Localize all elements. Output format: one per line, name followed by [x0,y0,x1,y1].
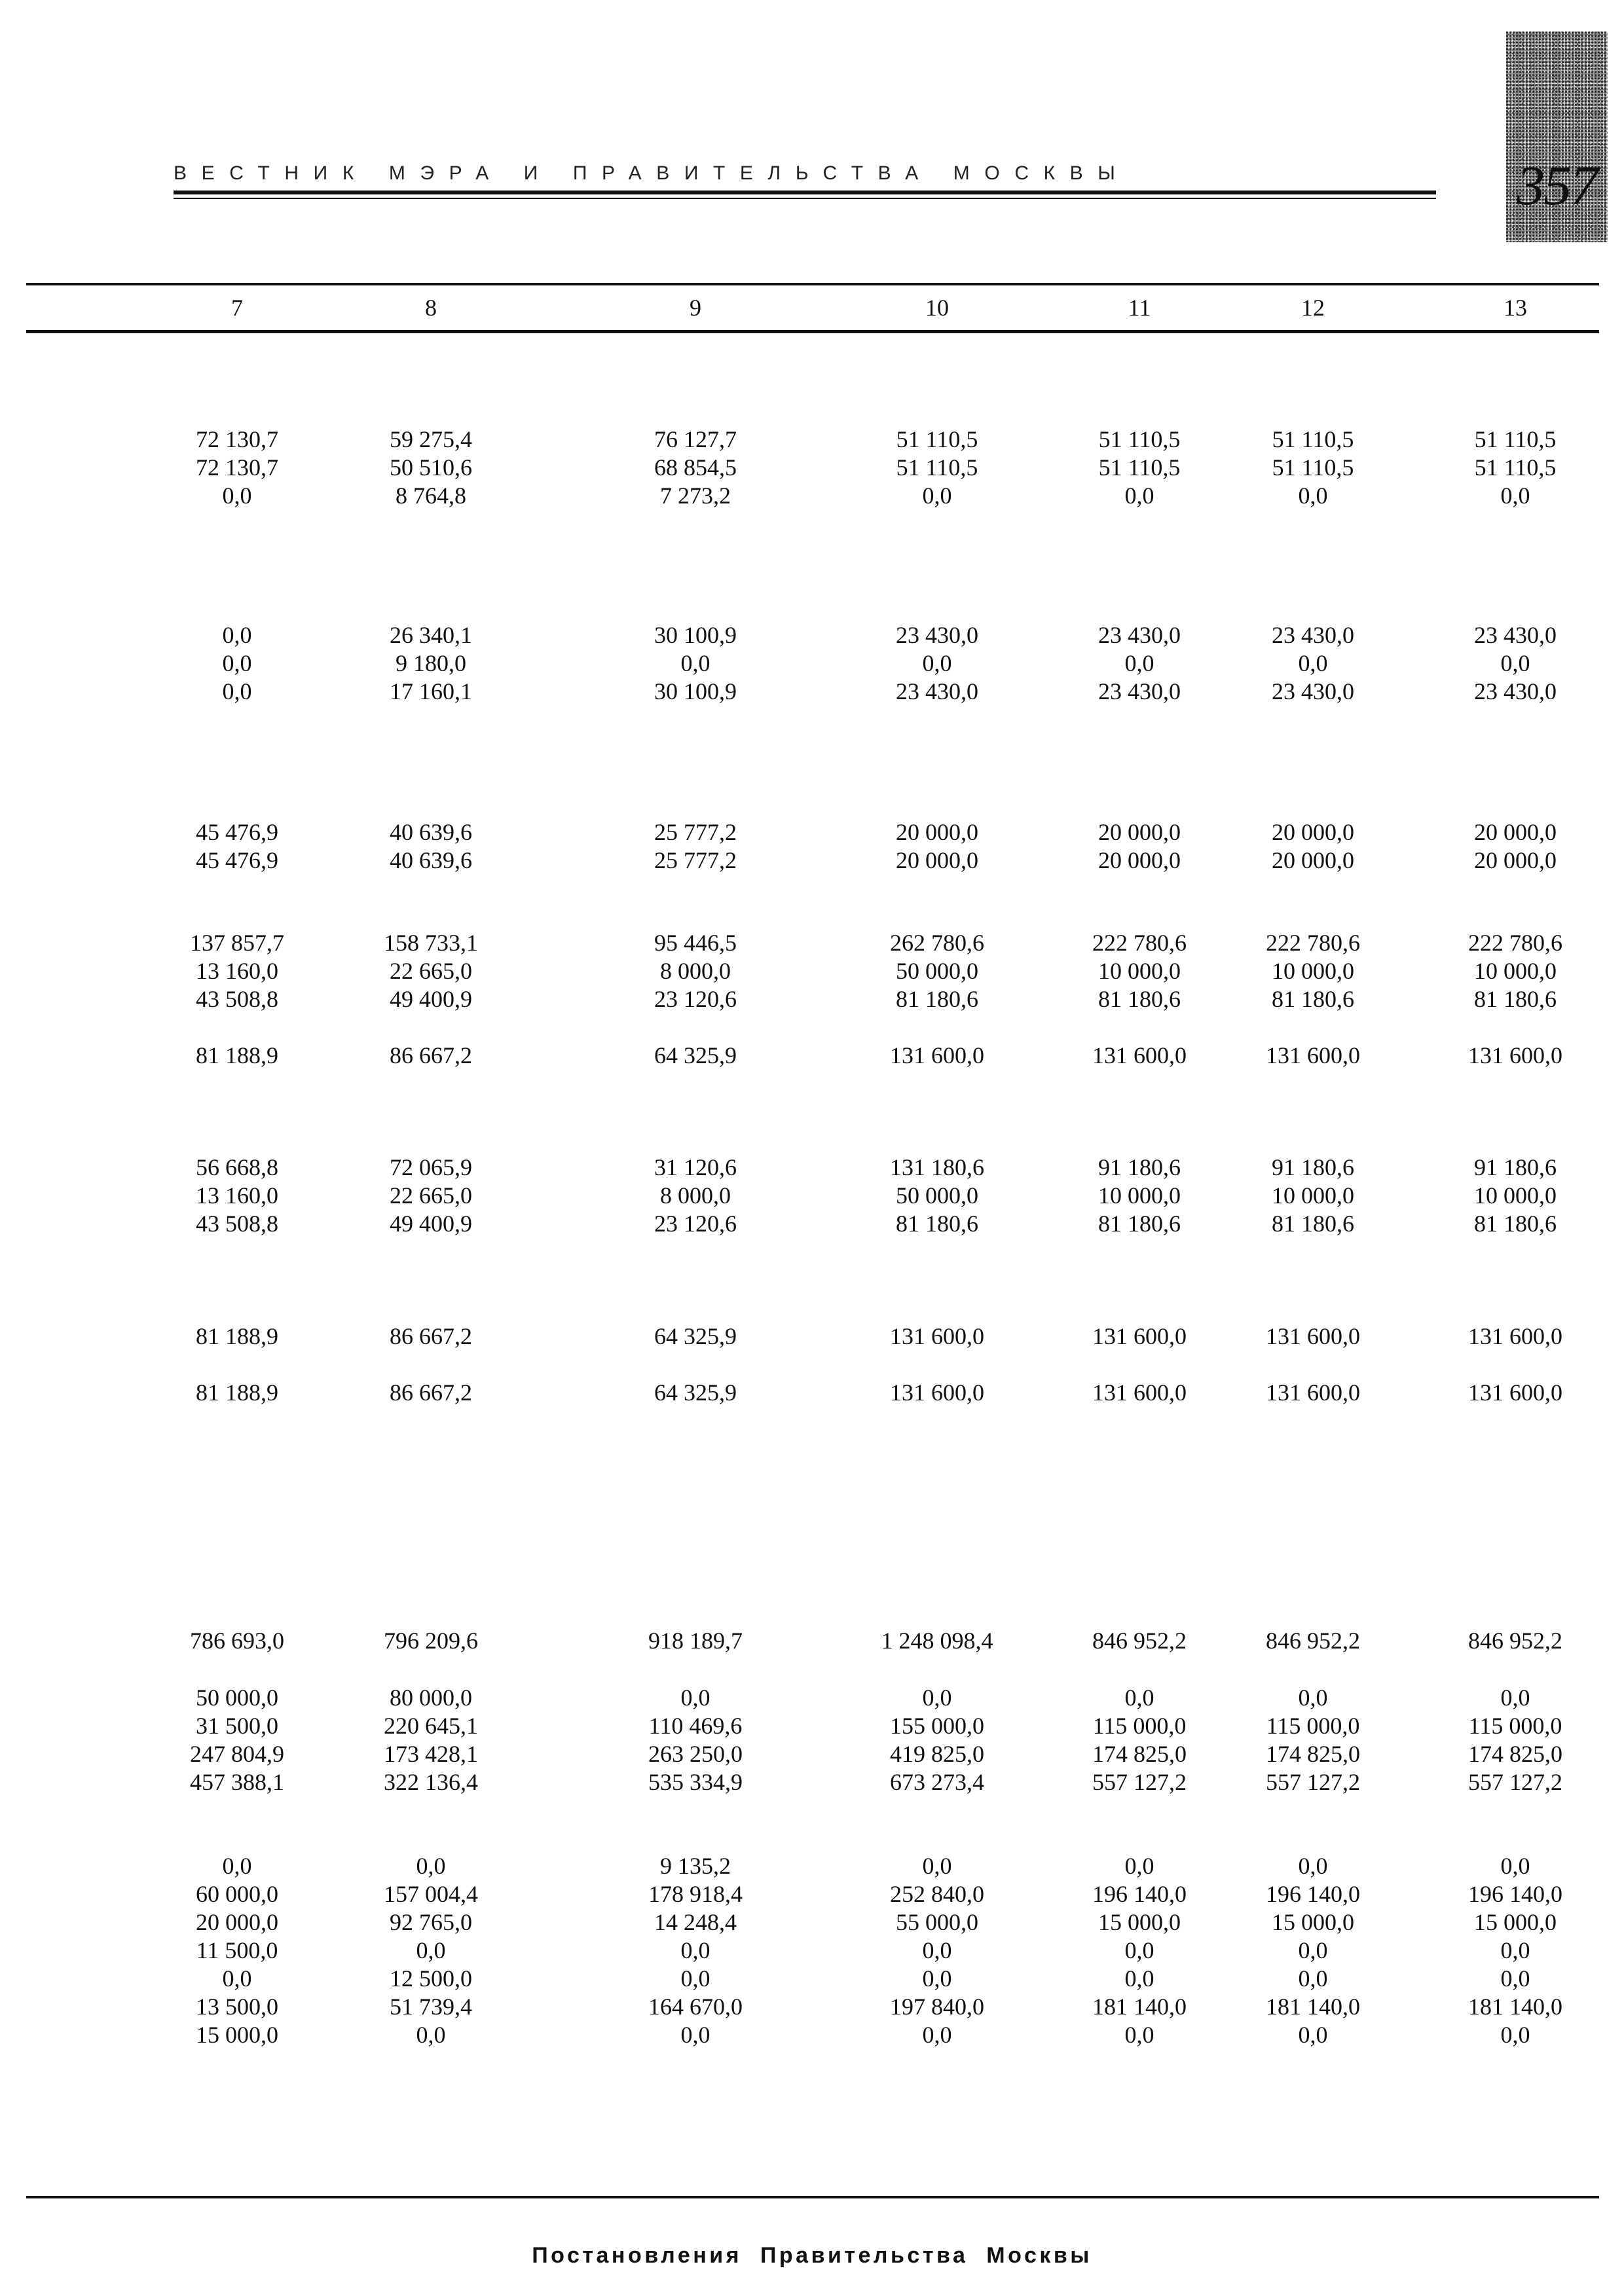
table-cell: 10 000,0 [1474,958,1557,984]
table-cell: 81 188,9 [196,1042,278,1068]
table-cell: 0,0 [922,650,952,676]
table-cell: 262 780,6 [890,930,984,956]
table-cell: 50 000,0 [196,1685,278,1711]
table-cell: 12 500,0 [390,1965,472,1992]
table-cell: 10 000,0 [1272,958,1354,984]
table-cell: 40 639,6 [390,847,472,873]
table-cell: 157 004,4 [384,1881,478,1907]
table-cell: 31 120,6 [654,1154,737,1180]
table-cell: 92 765,0 [390,1909,472,1935]
table-cell: 80 000,0 [390,1685,472,1711]
table-cell: 0,0 [1124,1965,1154,1992]
table-cell: 51 110,5 [896,454,978,481]
table-cell: 196 140,0 [1468,1881,1562,1907]
table-cell: 0,0 [416,1853,446,1879]
table-cell: 86 667,2 [390,1379,472,1406]
table-cell: 26 340,1 [390,622,472,648]
table-cell: 14 248,4 [654,1909,737,1935]
table-cell: 846 952,2 [1468,1628,1562,1654]
table-cell: 20 000,0 [1272,847,1354,873]
table-cell: 86 667,2 [390,1042,472,1068]
table-cell: 23 120,6 [654,986,737,1012]
table-cell: 222 780,6 [1092,930,1187,956]
table-cell: 91 180,6 [1098,1154,1181,1180]
table-cell: 13 160,0 [196,1182,278,1209]
table-cell: 10 000,0 [1098,958,1181,984]
table-cell: 15 000,0 [1474,1909,1557,1935]
table-cell: 8 000,0 [660,958,731,984]
table-cell: 0,0 [922,483,952,509]
table-cell: 51 110,5 [896,426,978,452]
table-cell: 786 693,0 [190,1628,284,1654]
table-cell: 81 180,6 [1272,986,1354,1012]
table-cell: 131 600,0 [1468,1379,1562,1406]
table-cell: 45 476,9 [196,819,278,845]
table-cell: 25 777,2 [654,819,737,845]
table-cell: 131 600,0 [1468,1323,1562,1349]
table-cell: 137 857,7 [190,930,284,956]
table-cell: 0,0 [222,678,252,704]
table-cell: 0,0 [1298,1937,1328,1963]
table-cell: 23 430,0 [1098,678,1181,704]
table-cell: 263 250,0 [648,1741,743,1767]
table-cell: 0,0 [1500,650,1530,676]
table-cell: 20 000,0 [896,819,978,845]
table-cell: 131 600,0 [1092,1042,1187,1068]
table-cell: 43 508,8 [196,1211,278,1237]
table-cell: 918 189,7 [648,1628,743,1654]
table-cell: 60 000,0 [196,1881,278,1907]
table-cell: 164 670,0 [648,1994,743,2020]
table-cell: 76 127,7 [654,426,737,452]
table-cell: 64 325,9 [654,1323,737,1349]
table-cell: 131 600,0 [890,1323,984,1349]
table-cell: 51 739,4 [390,1994,472,2020]
table-cell: 0,0 [680,1937,710,1963]
table-cell: 20 000,0 [1474,847,1557,873]
table-cell: 51 110,5 [1098,454,1181,481]
journal-title: ВЕСТНИК МЭРА И ПРАВИТЕЛЬСТВА МОСКВЫ [174,162,1130,184]
table-cell: 7 273,2 [660,483,731,509]
table-cell: 91 180,6 [1272,1154,1354,1180]
table-cell: 115 000,0 [1468,1713,1562,1739]
table-cell: 64 325,9 [654,1379,737,1406]
table-cell: 23 430,0 [1474,622,1557,648]
table-cell: 557 127,2 [1092,1769,1187,1795]
table-cell: 10 000,0 [1272,1182,1354,1209]
table-cell: 8 764,8 [396,483,466,509]
column-header: 9 [690,295,701,321]
table-cell: 23 430,0 [896,622,978,648]
table-cell: 174 825,0 [1266,1741,1360,1767]
table-cell: 0,0 [922,1937,952,1963]
table-cell: 22 665,0 [390,1182,472,1209]
table-cell: 25 777,2 [654,847,737,873]
table-cell: 0,0 [1298,1853,1328,1879]
table-cell: 222 780,6 [1468,930,1562,956]
table-cell: 131 600,0 [1266,1042,1360,1068]
table-header-rule-top [26,283,1599,285]
table-cell: 81 180,6 [1098,1211,1181,1237]
table-cell: 181 140,0 [1468,1994,1562,2020]
table-cell: 173 428,1 [384,1741,478,1767]
table-cell: 20 000,0 [896,847,978,873]
table-cell: 0,0 [1124,2022,1154,2048]
footer-rule [26,2196,1599,2198]
table-cell: 252 840,0 [890,1881,984,1907]
table-cell: 81 188,9 [196,1379,278,1406]
table-cell: 0,0 [680,650,710,676]
table-cell: 419 825,0 [890,1741,984,1767]
table-cell: 0,0 [1500,1937,1530,1963]
table-cell: 0,0 [1124,650,1154,676]
table-cell: 0,0 [680,2022,710,2048]
table-cell: 81 180,6 [896,1211,978,1237]
table-cell: 50 510,6 [390,454,472,481]
table-cell: 0,0 [222,483,252,509]
table-cell: 59 275,4 [390,426,472,452]
table-cell: 0,0 [1124,1853,1154,1879]
table-cell: 72 065,9 [390,1154,472,1180]
table-cell: 0,0 [922,1965,952,1992]
table-cell: 20 000,0 [1272,819,1354,845]
table-cell: 23 430,0 [1272,622,1354,648]
table-cell: 0,0 [1298,650,1328,676]
table-cell: 13 500,0 [196,1994,278,2020]
table-cell: 55 000,0 [896,1909,978,1935]
table-cell: 222 780,6 [1266,930,1360,956]
table-cell: 51 110,5 [1474,454,1557,481]
table-cell: 174 825,0 [1092,1741,1187,1767]
table-cell: 30 100,9 [654,678,737,704]
column-header: 8 [425,295,437,321]
table-cell: 51 110,5 [1098,426,1181,452]
table-cell: 673 273,4 [890,1769,984,1795]
table-cell: 557 127,2 [1266,1769,1360,1795]
table-cell: 535 334,9 [648,1769,743,1795]
table-cell: 0,0 [680,1965,710,1992]
table-cell: 158 733,1 [384,930,478,956]
table-cell: 15 000,0 [1272,1909,1354,1935]
table-cell: 0,0 [1500,2022,1530,2048]
table-cell: 81 180,6 [1098,986,1181,1012]
page-number-badge [1506,31,1608,242]
table-cell: 64 325,9 [654,1042,737,1068]
table-cell: 220 645,1 [384,1713,478,1739]
column-header: 12 [1301,295,1325,321]
table-cell: 197 840,0 [890,1994,984,2020]
table-cell: 0,0 [1298,1685,1328,1711]
table-cell: 1 248 098,4 [881,1628,993,1654]
table-cell: 8 000,0 [660,1182,731,1209]
table-cell: 81 180,6 [1474,1211,1557,1237]
table-cell: 20 000,0 [1098,847,1181,873]
table-cell: 10 000,0 [1098,1182,1181,1209]
table-cell: 131 600,0 [1266,1323,1360,1349]
table-cell: 49 400,9 [390,1211,472,1237]
table-cell: 110 469,6 [648,1713,743,1739]
table-cell: 0,0 [922,1853,952,1879]
footer-section-title: Постановления Правительства Москвы [532,2243,1092,2268]
table-cell: 20 000,0 [1474,819,1557,845]
table-cell: 0,0 [416,2022,446,2048]
table-cell: 0,0 [1298,2022,1328,2048]
table-cell: 796 209,6 [384,1628,478,1654]
table-cell: 9 135,2 [660,1853,731,1879]
table-cell: 0,0 [680,1685,710,1711]
table-cell: 23 430,0 [896,678,978,704]
table-cell: 846 952,2 [1266,1628,1360,1654]
table-cell: 81 188,9 [196,1323,278,1349]
table-cell: 0,0 [1298,1965,1328,1992]
table-cell: 81 180,6 [896,986,978,1012]
table-cell: 23 430,0 [1098,622,1181,648]
table-cell: 155 000,0 [890,1713,984,1739]
table-cell: 0,0 [1124,483,1154,509]
table-cell: 115 000,0 [1092,1713,1187,1739]
table-cell: 23 430,0 [1272,678,1354,704]
table-cell: 10 000,0 [1474,1182,1557,1209]
column-header: 13 [1504,295,1527,321]
table-cell: 86 667,2 [390,1323,472,1349]
table-cell: 0,0 [222,622,252,648]
table-cell: 15 000,0 [1098,1909,1181,1935]
table-cell: 131 600,0 [890,1379,984,1406]
table-cell: 846 952,2 [1092,1628,1187,1654]
table-cell: 17 160,1 [390,678,472,704]
table-cell: 51 110,5 [1474,426,1557,452]
table-cell: 15 000,0 [196,2022,278,2048]
table-cell: 30 100,9 [654,622,737,648]
table-cell: 31 500,0 [196,1713,278,1739]
table-cell: 131 600,0 [1092,1323,1187,1349]
column-header: 10 [925,295,949,321]
table-cell: 0,0 [222,650,252,676]
table-cell: 91 180,6 [1474,1154,1557,1180]
table-cell: 51 110,5 [1272,426,1354,452]
table-cell: 9 180,0 [396,650,466,676]
column-header: 7 [231,295,243,321]
table-cell: 50 000,0 [896,1182,978,1209]
table-cell: 131 600,0 [1468,1042,1562,1068]
table-cell: 11 500,0 [196,1937,278,1963]
table-cell: 72 130,7 [196,426,278,452]
table-cell: 51 110,5 [1272,454,1354,481]
table-cell: 457 388,1 [190,1769,284,1795]
table-cell: 49 400,9 [390,986,472,1012]
table-cell: 131 180,6 [890,1154,984,1180]
table-cell: 81 180,6 [1272,1211,1354,1237]
table-cell: 0,0 [922,1685,952,1711]
table-cell: 196 140,0 [1092,1881,1187,1907]
table-cell: 81 180,6 [1474,986,1557,1012]
table-cell: 557 127,2 [1468,1769,1562,1795]
table-cell: 131 600,0 [1266,1379,1360,1406]
table-cell: 20 000,0 [1098,819,1181,845]
table-cell: 22 665,0 [390,958,472,984]
column-header: 11 [1128,295,1151,321]
table-cell: 56 668,8 [196,1154,278,1180]
table-cell: 181 140,0 [1266,1994,1360,2020]
table-cell: 45 476,9 [196,847,278,873]
table-cell: 40 639,6 [390,819,472,845]
header-rule-thin [174,198,1436,199]
table-cell: 20 000,0 [196,1909,278,1935]
table-cell: 0,0 [1298,483,1328,509]
table-cell: 72 130,7 [196,454,278,481]
table-cell: 181 140,0 [1092,1994,1187,2020]
table-cell: 0,0 [416,1937,446,1963]
table-cell: 131 600,0 [1092,1379,1187,1406]
header-rule-thick [174,191,1436,194]
table-header-rule-bottom [26,330,1599,333]
table-cell: 131 600,0 [890,1042,984,1068]
table-cell: 0,0 [1124,1685,1154,1711]
table-cell: 247 804,9 [190,1741,284,1767]
table-cell: 178 918,4 [648,1881,743,1907]
table-cell: 0,0 [1500,1685,1530,1711]
table-cell: 23 120,6 [654,1211,737,1237]
table-cell: 0,0 [222,1965,252,1992]
table-cell: 23 430,0 [1474,678,1557,704]
table-cell: 0,0 [1500,1965,1530,1992]
table-cell: 0,0 [922,2022,952,2048]
table-cell: 0,0 [1500,483,1530,509]
table-cell: 43 508,8 [196,986,278,1012]
table-cell: 0,0 [1124,1937,1154,1963]
table-cell: 68 854,5 [654,454,737,481]
table-cell: 50 000,0 [896,958,978,984]
table-cell: 0,0 [1500,1853,1530,1879]
table-cell: 196 140,0 [1266,1881,1360,1907]
table-cell: 13 160,0 [196,958,278,984]
table-cell: 322 136,4 [384,1769,478,1795]
table-cell: 174 825,0 [1468,1741,1562,1767]
table-cell: 115 000,0 [1266,1713,1360,1739]
table-cell: 0,0 [222,1853,252,1879]
page-number: 357 [1517,154,1597,217]
table-cell: 95 446,5 [654,930,737,956]
